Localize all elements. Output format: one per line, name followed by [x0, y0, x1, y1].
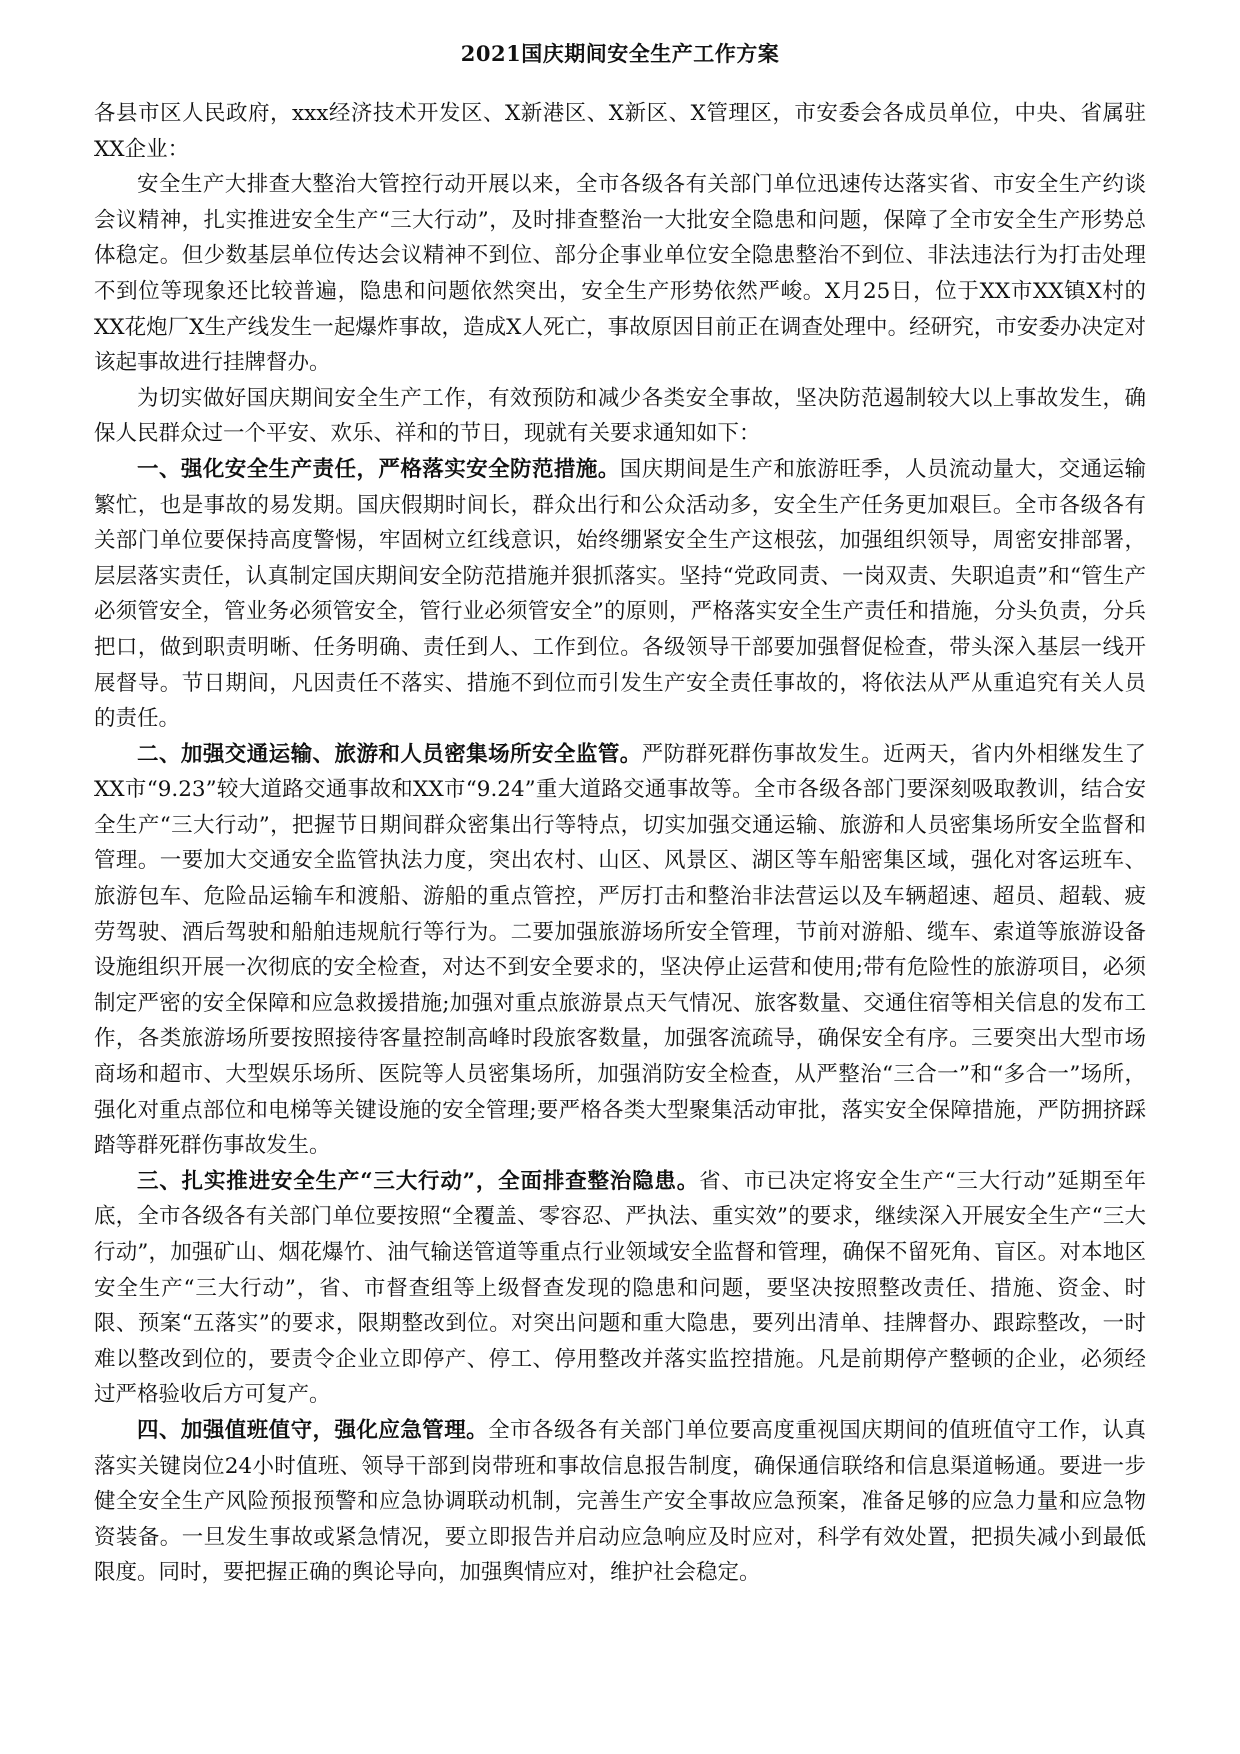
section-2-text: 严防群死群伤事故发生。近两天，省内外相继发生了XX市“9.23”较大道路交通事故和XX市“9.24”重大道路交通事故等。全市各级各部门要深刻吸取教训，结合安全生产“三大行动”，把握节日期间群众密集出行等特点，切实加强交通运输、旅游和人员密集场所安全监督和管理。一要加大交通安全监管执法力度，突出农村、山区、风景区、湖区等车船密集区域，强化对客运班车、旅游包车、危险品运输车和渡船、游船的重点管控，严厉打击和整治非法营运以及车辆超速、超员、超载、疲劳驾驶、酒后驾驶和船舶违规航行等行为。二要加强旅游场所安全管理，节前对游船、缆车、索道等旅游设备设施组织开展一次彻底的安全检查，对达不到安全要求的，坚决停止运营和使用;带有危险性的旅游项目，必须制定严密的安全保障和应急救援措施;加强对重点旅游景点天气情况、旅客数量、交通住宿等相关信息的发布工作，各类旅游场所要按照接待客量控制高峰时段旅客数量，加强客流疏导，确保安全有序。三要突出大型市场商场和超市、大型娱乐场所、医院等人员密集场所，加强消防安全检查，从严整治“三合一”和“多合一”场所，强化对重点部位和电梯等关键设施的安全管理;要严格各类大型聚集活动审批，落实安全保障措施，严防拥挤踩踏等群死群伤事故发生。	[94, 741, 1146, 1159]
section-4-text: 全市各级各有关部门单位要高度重视国庆期间的值班值守工作，认真落实关键岗位24小时值班、领导干部到岗带班和事故信息报告制度，确保通信联络和信息渠道畅通。要进一步健全安全生产风险预报预警和应急协调联动机制，完善生产安全事故应急预案，准备足够的应急力量和应急物资装备。一旦发生事故或紧急情况，要立即报告并启动应急响应及时应对，科学有效处置，把损失减小到最低限度。同时，要把握正确的舆论导向，加强舆情应对，维护社会稳定。	[94, 1417, 1146, 1586]
section-2-heading: 二、加强交通运输、旅游和人员密集场所安全监管。	[137, 741, 642, 767]
section-4	[94, 1413, 1146, 1591]
section-3-heading: 三、扎实推进安全生产“三大行动”，全面排查整治隐患。	[137, 1168, 700, 1194]
section-4-heading: 四、加强值班值守，强化应急管理。	[137, 1417, 489, 1443]
intro-paragraph-2: 为切实做好国庆期间安全生产工作，有效预防和减少各类安全事故，坚决防范遏制较大以上事故发生，确保人民群众过一个平安、欢乐、祥和的节日，现就有关要求通知如下：	[94, 385, 1146, 447]
section-3-text: 省、市已决定将安全生产“三大行动”延期至年底，全市各级各有关部门单位要按照“全覆盖、零容忍、严执法、重实效”的要求，继续深入开展安全生产“三大行动”，加强矿山、烟花爆竹、油气输送管道等重点行业领域安全监督和管理，确保不留死角、盲区。对本地区安全生产“三大行动”，省、市督查组等上级督查发现的隐患和问题，要坚决按照整改责任、措施、资金、时限、预案“五落实”的要求，限期整改到位。对突出问题和重大隐患，要列出清单、挂牌督办、跟踪整改，一时难以整改到位的，要责令企业立即停产、停工、停用整改并落实监控措施。凡是前期停产整顿的企业，必须经过严格验收后方可复产。	[94, 1168, 1146, 1408]
intro-paragraph-1: 安全生产大排查大整治大管控行动开展以来，全市各级各有关部门单位迅速传达落实省、市安全生产约谈会议精神，扎实推进安全生产“三大行动”，及时排查整治一大批安全隐患和问题，保障了全市安全生产形势总体稳定。但少数基层单位传达会议精神不到位、部分企事业单位安全隐患整治不到位、非法违法行为打击处理不到位等现象还比较普遍，隐患和问题依然突出，安全生产形势依然严峻。X月25日，位于XX市XX镇X村的XX花炮厂X生产线发生一起爆炸事故，造成X人死亡，事故原因目前正在调查处理中。经研究，市安委办决定对该起事故进行挂牌督办。	[94, 172, 1146, 376]
document-body	[94, 96, 1146, 1591]
section-1-heading: 一、强化安全生产责任，严格落实安全防范措施。	[137, 456, 620, 482]
section-1	[94, 452, 1146, 737]
section-2	[94, 737, 1146, 1164]
document-title: 2021国庆期间安全生产工作方案	[460, 41, 780, 66]
addressee-line: 各县市区人民政府，xxx经济技术开发区、X新港区、X新区、X管理区，市安委会各成员单位，中央、省属驻XX企业：	[94, 101, 1146, 162]
section-1-text: 国庆期间是生产和旅游旺季，人员流动量大，交通运输繁忙，也是事故的易发期。国庆假期时间长，群众出行和公众活动多，安全生产任务更加艰巨。全市各级各有关部门单位要保持高度警惕，牢固树立红线意识，始终绷紧安全生产这根弦，加强组织领导，周密安排部署，层层落实责任，认真制定国庆期间安全防范措施并狠抓落实。坚持“党政同责、一岗双责、失职追责”和“管生产必须管安全，管业务必须管安全，管行业必须管安全”的原则，严格落实安全生产责任和措施，分头负责，分兵把口，做到职责明晰、任务明确、责任到人、工作到位。各级领导干部要加强督促检查，带头深入基层一线开展督导。节日期间，凡因责任不落实、措施不到位而引发生产安全责任事故的，将依法从严从重追究有关人员的责任。	[94, 456, 1146, 732]
section-3	[94, 1164, 1146, 1413]
